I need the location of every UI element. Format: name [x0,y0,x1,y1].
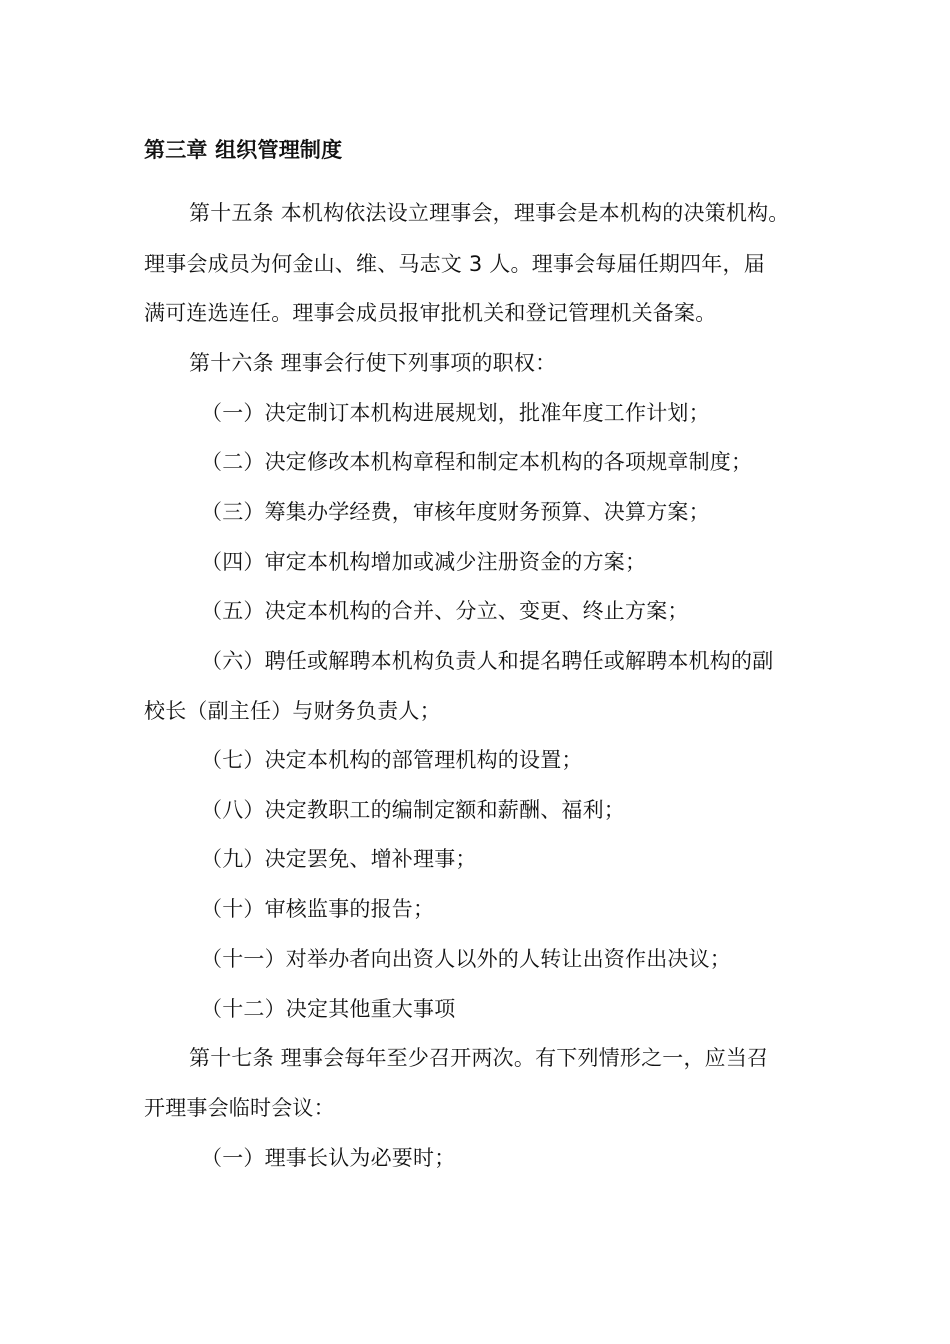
article-16-item-8: （八）决定教职工的编制定额和薪酬、福利； [201,798,625,822]
article-15-line-1: 第十五条 本机构依法设立理事会，理事会是本机构的决策机构。 [189,201,790,225]
article-16-item-9: （九）决定罢免、增补理事； [201,847,477,871]
article-15-line-3: 满可连选连任。理事会成员报审批机关和登记管理机关备案。 [144,301,717,325]
article-17-line-2: 开理事会临时会议： [144,1096,335,1120]
article-16-item-12: （十二）决定其他重大事项 [201,997,456,1021]
article-16-item-2: （二）决定修改本机构章程和制定本机构的各项规章制度； [201,450,753,474]
article-15-line-2: 理事会成员为何金山、维、马志文 3 人。理事会每届任期四年，届 [144,252,765,276]
article-16-item-7: （七）决定本机构的部管理机构的设置； [201,748,583,772]
chapter-title: 第三章 组织管理制度 [144,138,343,162]
article-16-item-6-line-2: 校长（副主任）与财务负责人； [144,699,441,723]
article-16-item-10: （十）审核监事的报告； [201,897,435,921]
article-16-item-6-line-1: （六）聘任或解聘本机构负责人和提名聘任或解聘本机构的副 [201,649,774,673]
article-17-item-1: （一）理事长认为必要时； [201,1146,456,1170]
article-16-item-1: （一）决定制订本机构进展规划，批准年度工作计划； [201,401,710,425]
article-16-item-5: （五）决定本机构的合并、分立、变更、终止方案； [201,599,689,623]
article-16-heading: 第十六条 理事会行使下列事项的职权： [189,351,557,375]
article-16-item-11: （十一）对举办者向出资人以外的人转让出资作出决议； [201,947,731,971]
article-17-line-1: 第十七条 理事会每年至少召开两次。有下列情形之一，应当召 [189,1046,769,1070]
article-16-item-4: （四）审定本机构增加或减少注册资金的方案； [201,550,647,574]
article-16-item-3: （三）筹集办学经费，审核年度财务预算、决算方案； [201,500,710,524]
